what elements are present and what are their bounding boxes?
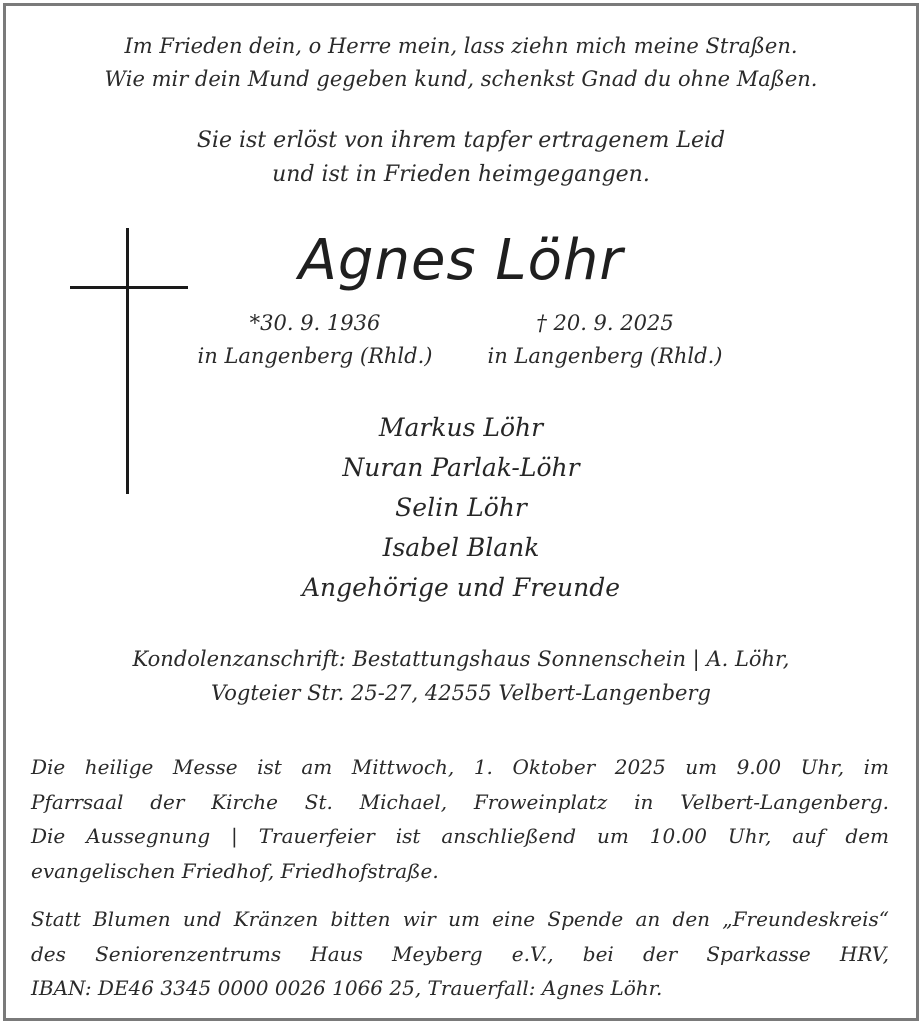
birth-place: in Langenberg (Rhld.) xyxy=(197,344,433,368)
mass-line: evangelischen Friedhof, Friedhofstraße. xyxy=(31,858,439,883)
mourner-name: Selin Löhr xyxy=(395,493,527,522)
mass-announcement xyxy=(31,750,889,888)
condolence-address xyxy=(0,642,922,710)
birth-info xyxy=(180,307,450,373)
verse-line: Im Frieden dein, o Herre mein, lass ziehn mich meine Straßen. xyxy=(124,34,798,58)
mourners-list xyxy=(0,408,922,608)
mass-line: Pfarrsaal der Kirche St. Michael, Froweinplatz in Velbert-Langenberg. xyxy=(31,789,889,814)
relief-line: und ist in Frieden heimgegangen. xyxy=(272,162,650,187)
verse xyxy=(0,30,922,96)
mourner-name: Isabel Blank xyxy=(382,533,540,562)
address-line: Kondolenzanschrift: Bestattungshaus Sonnenschein | A. Löhr, xyxy=(132,647,790,671)
donation-line: IBAN: DE46 3345 0000 0026 1066 25, Trauerfall: Agnes Löhr. xyxy=(31,976,663,1000)
mass-line: Die Aussegnung | Trauerfeier ist anschließend um 10.00 Uhr, auf dem xyxy=(31,824,889,848)
donation-line: Statt Blumen und Kränzen bitten wir um eine Spende an den „Freundeskreis“ xyxy=(31,907,889,931)
address-line: Vogteier Str. 25-27, 42555 Velbert-Langenberg xyxy=(211,681,711,705)
death-info xyxy=(470,307,740,373)
birth-date: *30. 9. 1936 xyxy=(249,311,381,335)
death-date: † 20. 9. 2025 xyxy=(536,311,674,335)
relief-line: Sie ist erlöst von ihrem tapfer ertragenem Leid xyxy=(196,128,726,153)
mourner-name: Nuran Parlak-Löhr xyxy=(342,453,580,482)
donation-request xyxy=(31,902,889,1006)
verse-line: Wie mir dein Mund gegeben kund, schenkst Gnad du ohne Maßen. xyxy=(104,67,818,91)
mourner-name: Angehörige und Freunde xyxy=(301,573,621,602)
death-place: in Langenberg (Rhld.) xyxy=(487,344,723,368)
donation-line: des Seniorenzentrums Haus Meyberg e.V., bei der Sparkasse HRV, xyxy=(31,941,889,966)
relief-text xyxy=(0,124,922,192)
deceased-name: Agnes Löhr xyxy=(298,228,624,293)
mourner-name: Markus Löhr xyxy=(378,413,544,442)
mass-line: Die heilige Messe ist am Mittwoch, 1. Oktober 2025 um 9.00 Uhr, im xyxy=(31,755,889,779)
